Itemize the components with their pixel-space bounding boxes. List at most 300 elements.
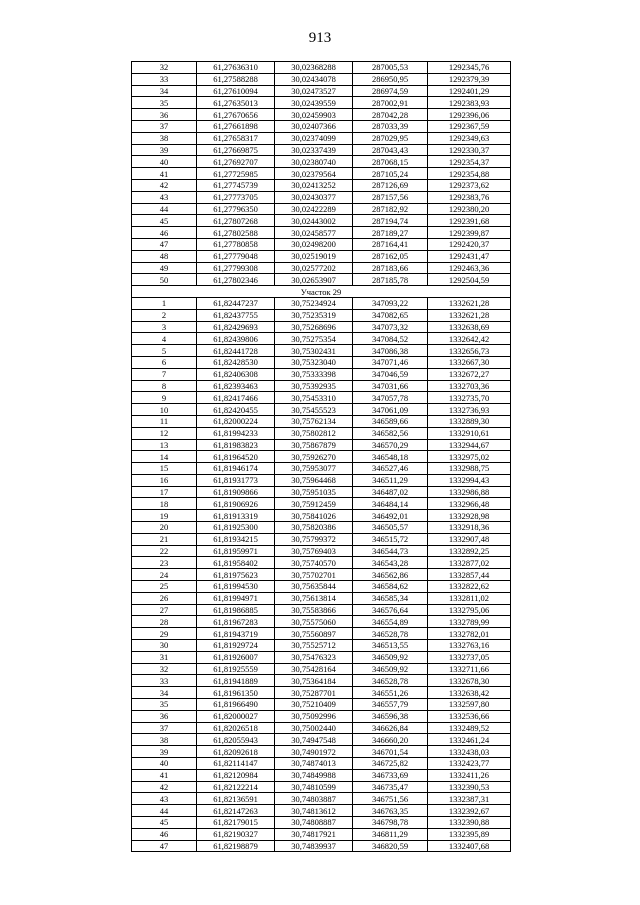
longitude-cell: 30,75268696 (275, 321, 353, 333)
page-number: 913 (308, 30, 332, 46)
table-row (132, 616, 511, 628)
latitude-cell: 61,27610094 (197, 85, 275, 97)
longitude-cell: 30,74817921 (275, 828, 353, 840)
longitude-cell: 30,02337439 (275, 144, 353, 156)
y-coordinate-cell: 1292330,37 (428, 144, 511, 156)
table-row (132, 474, 511, 486)
y-coordinate-cell: 1332667,30 (428, 356, 511, 368)
latitude-cell: 61,81994971 (197, 592, 275, 604)
point-number-cell: 22 (132, 545, 197, 557)
y-coordinate-cell: 1332387,31 (428, 793, 511, 805)
latitude-cell: 61,27658317 (197, 132, 275, 144)
latitude-cell: 61,82417466 (197, 392, 275, 404)
point-number-cell: 2 (132, 309, 197, 321)
x-coordinate-cell: 346528,78 (353, 628, 428, 640)
y-coordinate-cell: 1332735,70 (428, 392, 511, 404)
latitude-cell: 61,81929724 (197, 640, 275, 652)
y-coordinate-cell: 1332390,53 (428, 781, 511, 793)
table-row (132, 356, 511, 368)
longitude-cell: 30,75210409 (275, 699, 353, 711)
x-coordinate-cell: 346505,57 (353, 522, 428, 534)
point-number-cell: 7 (132, 368, 197, 380)
x-coordinate-cell: 346527,46 (353, 463, 428, 475)
point-number-cell: 49 (132, 262, 197, 274)
latitude-cell: 61,27779048 (197, 250, 275, 262)
x-coordinate-cell: 347073,32 (353, 321, 428, 333)
longitude-cell: 30,75820386 (275, 522, 353, 534)
table-row (132, 109, 511, 121)
x-coordinate-cell: 347086,38 (353, 345, 428, 357)
longitude-cell: 30,02653907 (275, 274, 353, 286)
x-coordinate-cell: 346543,28 (353, 557, 428, 569)
longitude-cell: 30,75476323 (275, 651, 353, 663)
longitude-cell: 30,75235319 (275, 309, 353, 321)
x-coordinate-cell: 347093,22 (353, 297, 428, 309)
y-coordinate-cell: 1332423,77 (428, 758, 511, 770)
point-number-cell: 15 (132, 463, 197, 475)
latitude-cell: 61,27588288 (197, 73, 275, 85)
x-coordinate-cell: 347046,59 (353, 368, 428, 380)
y-coordinate-cell: 1332390,88 (428, 817, 511, 829)
x-coordinate-cell: 287126,69 (353, 179, 428, 191)
longitude-cell: 30,75287701 (275, 687, 353, 699)
point-number-cell: 36 (132, 109, 197, 121)
table-row (132, 840, 511, 852)
y-coordinate-cell: 1292349,63 (428, 132, 511, 144)
latitude-cell: 61,82055943 (197, 734, 275, 746)
latitude-cell: 61,81966490 (197, 699, 275, 711)
longitude-cell: 30,74901972 (275, 746, 353, 758)
longitude-cell: 30,74849988 (275, 769, 353, 781)
point-number-cell: 23 (132, 557, 197, 569)
latitude-cell: 61,82092618 (197, 746, 275, 758)
x-coordinate-cell: 346584,62 (353, 581, 428, 593)
x-coordinate-cell: 347061,09 (353, 404, 428, 416)
latitude-cell: 61,81994233 (197, 427, 275, 439)
y-coordinate-cell: 1332782,01 (428, 628, 511, 640)
point-number-cell: 47 (132, 238, 197, 250)
y-coordinate-cell: 1332407,68 (428, 840, 511, 852)
y-coordinate-cell: 1332811,02 (428, 592, 511, 604)
x-coordinate-cell: 346570,29 (353, 439, 428, 451)
x-coordinate-cell: 346576,64 (353, 604, 428, 616)
latitude-cell: 61,81934215 (197, 533, 275, 545)
table-row (132, 699, 511, 711)
longitude-cell: 30,75912459 (275, 498, 353, 510)
x-coordinate-cell: 347057,78 (353, 392, 428, 404)
table-row (132, 828, 511, 840)
point-number-cell: 13 (132, 439, 197, 451)
latitude-cell: 61,27635013 (197, 97, 275, 109)
longitude-cell: 30,02577202 (275, 262, 353, 274)
longitude-cell: 30,75740570 (275, 557, 353, 569)
x-coordinate-cell: 346548,18 (353, 451, 428, 463)
point-number-cell: 18 (132, 498, 197, 510)
x-coordinate-cell: 346725,82 (353, 758, 428, 770)
y-coordinate-cell: 1332638,42 (428, 687, 511, 699)
table-row (132, 486, 511, 498)
x-coordinate-cell: 287183,66 (353, 262, 428, 274)
latitude-cell: 61,27796350 (197, 203, 275, 215)
y-coordinate-cell: 1332822,62 (428, 581, 511, 593)
x-coordinate-cell: 286950,95 (353, 73, 428, 85)
coordinates-table-body (132, 62, 511, 852)
latitude-cell: 61,81983823 (197, 439, 275, 451)
x-coordinate-cell: 346515,72 (353, 533, 428, 545)
table-row (132, 758, 511, 770)
latitude-cell: 61,81913319 (197, 510, 275, 522)
longitude-cell: 30,02430377 (275, 191, 353, 203)
longitude-cell: 30,02407366 (275, 120, 353, 132)
longitude-cell: 30,75769403 (275, 545, 353, 557)
longitude-cell: 30,02422289 (275, 203, 353, 215)
x-coordinate-cell: 287162,05 (353, 250, 428, 262)
point-number-cell: 9 (132, 392, 197, 404)
point-number-cell: 28 (132, 616, 197, 628)
table-row (132, 132, 511, 144)
point-number-cell: 29 (132, 628, 197, 640)
x-coordinate-cell: 346492,01 (353, 510, 428, 522)
longitude-cell: 30,02380740 (275, 156, 353, 168)
point-number-cell: 43 (132, 191, 197, 203)
longitude-cell: 30,75575060 (275, 616, 353, 628)
y-coordinate-cell: 1332988,75 (428, 463, 511, 475)
table-row (132, 557, 511, 569)
x-coordinate-cell: 287194,74 (353, 215, 428, 227)
longitude-cell: 30,02458577 (275, 227, 353, 239)
y-coordinate-cell: 1292373,62 (428, 179, 511, 191)
longitude-cell: 30,75323040 (275, 356, 353, 368)
x-coordinate-cell: 346735,47 (353, 781, 428, 793)
point-number-cell: 42 (132, 179, 197, 191)
longitude-cell: 30,74808887 (275, 817, 353, 829)
longitude-cell: 30,74810599 (275, 781, 353, 793)
table-row (132, 722, 511, 734)
latitude-cell: 61,82136591 (197, 793, 275, 805)
point-number-cell: 40 (132, 156, 197, 168)
y-coordinate-cell: 1292354,88 (428, 168, 511, 180)
latitude-cell: 61,82393463 (197, 380, 275, 392)
x-coordinate-cell: 287189,27 (353, 227, 428, 239)
table-row (132, 628, 511, 640)
point-number-cell: 27 (132, 604, 197, 616)
y-coordinate-cell: 1332597,80 (428, 699, 511, 711)
x-coordinate-cell: 287005,53 (353, 62, 428, 74)
y-coordinate-cell: 1332889,30 (428, 415, 511, 427)
point-number-cell: 30 (132, 640, 197, 652)
table-row (132, 73, 511, 85)
latitude-cell: 61,27692707 (197, 156, 275, 168)
x-coordinate-cell: 346589,66 (353, 415, 428, 427)
x-coordinate-cell: 347084,52 (353, 333, 428, 345)
longitude-cell: 30,75453310 (275, 392, 353, 404)
latitude-cell: 61,82147263 (197, 805, 275, 817)
latitude-cell: 61,27670656 (197, 109, 275, 121)
y-coordinate-cell: 1332678,30 (428, 675, 511, 687)
latitude-cell: 61,27802588 (197, 227, 275, 239)
latitude-cell: 61,81964520 (197, 451, 275, 463)
x-coordinate-cell: 346551,26 (353, 687, 428, 699)
table-row (132, 498, 511, 510)
longitude-cell: 30,75392935 (275, 380, 353, 392)
y-coordinate-cell: 1332907,48 (428, 533, 511, 545)
point-number-cell: 8 (132, 380, 197, 392)
latitude-cell: 61,81946174 (197, 463, 275, 475)
table-row (132, 781, 511, 793)
longitude-cell: 30,02439559 (275, 97, 353, 109)
y-coordinate-cell: 1332763,16 (428, 640, 511, 652)
x-coordinate-cell: 346562,86 (353, 569, 428, 581)
y-coordinate-cell: 1332392,67 (428, 805, 511, 817)
table-row (132, 250, 511, 262)
y-coordinate-cell: 1332411,26 (428, 769, 511, 781)
longitude-cell: 30,74947548 (275, 734, 353, 746)
x-coordinate-cell: 346763,35 (353, 805, 428, 817)
table-row (132, 380, 511, 392)
y-coordinate-cell: 1332703,36 (428, 380, 511, 392)
table-row (132, 297, 511, 309)
table-row (132, 262, 511, 274)
y-coordinate-cell: 1332536,66 (428, 710, 511, 722)
y-coordinate-cell: 1292383,93 (428, 97, 511, 109)
point-number-cell: 33 (132, 73, 197, 85)
point-number-cell: 34 (132, 687, 197, 699)
latitude-cell: 61,81941889 (197, 675, 275, 687)
point-number-cell: 38 (132, 734, 197, 746)
longitude-cell: 30,75867879 (275, 439, 353, 451)
y-coordinate-cell: 1332944,67 (428, 439, 511, 451)
latitude-cell: 61,27799308 (197, 262, 275, 274)
latitude-cell: 61,81931773 (197, 474, 275, 486)
latitude-cell: 61,82122214 (197, 781, 275, 793)
point-number-cell: 36 (132, 710, 197, 722)
table-row (132, 427, 511, 439)
table-row (132, 227, 511, 239)
x-coordinate-cell: 346798,78 (353, 817, 428, 829)
longitude-cell: 30,74874013 (275, 758, 353, 770)
x-coordinate-cell: 287033,39 (353, 120, 428, 132)
longitude-cell: 30,75092996 (275, 710, 353, 722)
table-row (132, 769, 511, 781)
y-coordinate-cell: 1332395,89 (428, 828, 511, 840)
latitude-cell: 61,82179015 (197, 817, 275, 829)
table-row (132, 439, 511, 451)
table-row (132, 463, 511, 475)
y-coordinate-cell: 1292380,20 (428, 203, 511, 215)
x-coordinate-cell: 287185,78 (353, 274, 428, 286)
table-row (132, 97, 511, 109)
section-title: Участок 29 (132, 286, 511, 298)
point-number-cell: 10 (132, 404, 197, 416)
table-row (132, 368, 511, 380)
longitude-cell: 30,75002440 (275, 722, 353, 734)
x-coordinate-cell: 346557,79 (353, 699, 428, 711)
longitude-cell: 30,02519019 (275, 250, 353, 262)
point-number-cell: 19 (132, 510, 197, 522)
latitude-cell: 61,27669875 (197, 144, 275, 156)
point-number-cell: 6 (132, 356, 197, 368)
point-number-cell: 41 (132, 168, 197, 180)
table-row (132, 415, 511, 427)
y-coordinate-cell: 1332892,25 (428, 545, 511, 557)
latitude-cell: 61,81943719 (197, 628, 275, 640)
y-coordinate-cell: 1292504,59 (428, 274, 511, 286)
point-number-cell: 40 (132, 758, 197, 770)
longitude-cell: 30,75525712 (275, 640, 353, 652)
x-coordinate-cell: 287182,92 (353, 203, 428, 215)
latitude-cell: 61,82447237 (197, 297, 275, 309)
x-coordinate-cell: 287068,15 (353, 156, 428, 168)
table-row (132, 215, 511, 227)
point-number-cell: 48 (132, 250, 197, 262)
point-number-cell: 45 (132, 215, 197, 227)
table-row (132, 581, 511, 593)
x-coordinate-cell: 346751,56 (353, 793, 428, 805)
y-coordinate-cell: 1332489,52 (428, 722, 511, 734)
longitude-cell: 30,75333398 (275, 368, 353, 380)
latitude-cell: 61,81961350 (197, 687, 275, 699)
table-row (132, 191, 511, 203)
y-coordinate-cell: 1332711,66 (428, 663, 511, 675)
latitude-cell: 61,27807268 (197, 215, 275, 227)
latitude-cell: 61,82114147 (197, 758, 275, 770)
x-coordinate-cell: 287043,43 (353, 144, 428, 156)
x-coordinate-cell: 347082,65 (353, 309, 428, 321)
latitude-cell: 61,82026518 (197, 722, 275, 734)
y-coordinate-cell: 1332461,24 (428, 734, 511, 746)
longitude-cell: 30,02379564 (275, 168, 353, 180)
longitude-cell: 30,75275354 (275, 333, 353, 345)
longitude-cell: 30,75951035 (275, 486, 353, 498)
x-coordinate-cell: 346660,20 (353, 734, 428, 746)
point-number-cell: 38 (132, 132, 197, 144)
y-coordinate-cell: 1292399,87 (428, 227, 511, 239)
point-number-cell: 39 (132, 746, 197, 758)
table-row (132, 675, 511, 687)
point-number-cell: 37 (132, 120, 197, 132)
point-number-cell: 25 (132, 581, 197, 593)
x-coordinate-cell: 287164,41 (353, 238, 428, 250)
point-number-cell: 16 (132, 474, 197, 486)
longitude-cell: 30,75926270 (275, 451, 353, 463)
latitude-cell: 61,27745739 (197, 179, 275, 191)
y-coordinate-cell: 1332621,28 (428, 297, 511, 309)
latitude-cell: 61,27661898 (197, 120, 275, 132)
longitude-cell: 30,02374099 (275, 132, 353, 144)
table-row (132, 510, 511, 522)
longitude-cell: 30,75702701 (275, 569, 353, 581)
latitude-cell: 61,81925559 (197, 663, 275, 675)
y-coordinate-cell: 1332621,28 (428, 309, 511, 321)
table-row (132, 663, 511, 675)
x-coordinate-cell: 346626,84 (353, 722, 428, 734)
point-number-cell: 35 (132, 699, 197, 711)
table-row (132, 451, 511, 463)
coordinates-table (131, 61, 511, 852)
latitude-cell: 61,27802346 (197, 274, 275, 286)
latitude-cell: 61,81958402 (197, 557, 275, 569)
x-coordinate-cell: 346513,55 (353, 640, 428, 652)
point-number-cell: 31 (132, 651, 197, 663)
table-row (132, 522, 511, 534)
table-row (132, 144, 511, 156)
x-coordinate-cell: 346528,78 (353, 675, 428, 687)
latitude-cell: 61,81975623 (197, 569, 275, 581)
latitude-cell: 61,81909866 (197, 486, 275, 498)
y-coordinate-cell: 1332672,27 (428, 368, 511, 380)
table-row (132, 179, 511, 191)
latitude-cell: 61,81906926 (197, 498, 275, 510)
y-coordinate-cell: 1292391,68 (428, 215, 511, 227)
x-coordinate-cell: 286974,59 (353, 85, 428, 97)
point-number-cell: 44 (132, 805, 197, 817)
x-coordinate-cell: 346511,29 (353, 474, 428, 486)
y-coordinate-cell: 1332986,88 (428, 486, 511, 498)
y-coordinate-cell: 1332918,36 (428, 522, 511, 534)
x-coordinate-cell: 287157,56 (353, 191, 428, 203)
latitude-cell: 61,82000224 (197, 415, 275, 427)
point-number-cell: 43 (132, 793, 197, 805)
point-number-cell: 3 (132, 321, 197, 333)
point-number-cell: 24 (132, 569, 197, 581)
x-coordinate-cell: 346509,92 (353, 651, 428, 663)
x-coordinate-cell: 347031,66 (353, 380, 428, 392)
y-coordinate-cell: 1292401,29 (428, 85, 511, 97)
x-coordinate-cell: 287042,28 (353, 109, 428, 121)
table-row (132, 817, 511, 829)
table-row (132, 85, 511, 97)
point-number-cell: 46 (132, 227, 197, 239)
table-row (132, 533, 511, 545)
x-coordinate-cell: 287002,91 (353, 97, 428, 109)
y-coordinate-cell: 1292367,59 (428, 120, 511, 132)
point-number-cell: 1 (132, 297, 197, 309)
latitude-cell: 61,82198879 (197, 840, 275, 852)
y-coordinate-cell: 1292345,76 (428, 62, 511, 74)
latitude-cell: 61,81994530 (197, 581, 275, 593)
point-number-cell: 32 (132, 62, 197, 74)
longitude-cell: 30,02459903 (275, 109, 353, 121)
x-coordinate-cell: 346811,29 (353, 828, 428, 840)
table-row (132, 687, 511, 699)
x-coordinate-cell: 346487,02 (353, 486, 428, 498)
table-row (132, 238, 511, 250)
x-coordinate-cell: 346484,14 (353, 498, 428, 510)
table-row (132, 203, 511, 215)
y-coordinate-cell: 1332910,61 (428, 427, 511, 439)
table-row (132, 321, 511, 333)
longitude-cell: 30,75635844 (275, 581, 353, 593)
x-coordinate-cell: 346509,92 (353, 663, 428, 675)
longitude-cell: 30,75428164 (275, 663, 353, 675)
x-coordinate-cell: 346544,73 (353, 545, 428, 557)
longitude-cell: 30,02434078 (275, 73, 353, 85)
longitude-cell: 30,75762134 (275, 415, 353, 427)
x-coordinate-cell: 346701,54 (353, 746, 428, 758)
latitude-cell: 61,82437755 (197, 309, 275, 321)
x-coordinate-cell: 346733,69 (353, 769, 428, 781)
longitude-cell: 30,75583866 (275, 604, 353, 616)
latitude-cell: 61,81925300 (197, 522, 275, 534)
table-row (132, 156, 511, 168)
longitude-cell: 30,02413252 (275, 179, 353, 191)
table-row (132, 640, 511, 652)
y-coordinate-cell: 1332737,05 (428, 651, 511, 663)
point-number-cell: 44 (132, 203, 197, 215)
longitude-cell: 30,75364184 (275, 675, 353, 687)
point-number-cell: 35 (132, 97, 197, 109)
longitude-cell: 30,74839937 (275, 840, 353, 852)
